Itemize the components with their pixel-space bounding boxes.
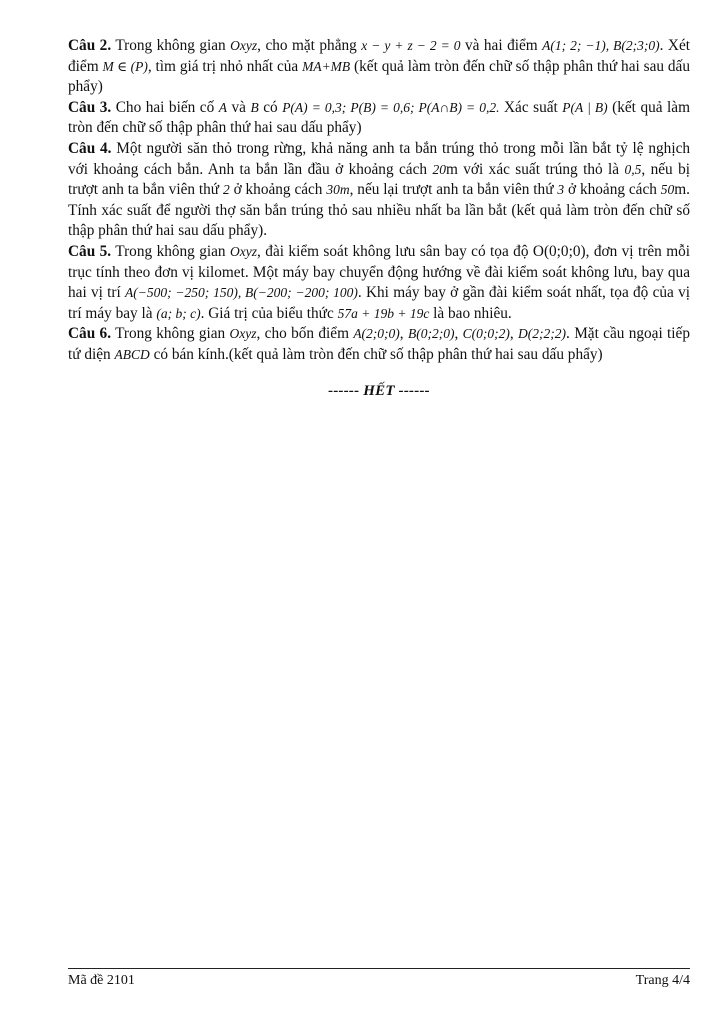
question-text: Xác suất [499,98,563,116]
question-list [68,36,690,366]
question-text: Cho hai biến cố [111,98,219,116]
math-expression: 30m [326,182,350,198]
math-expression: A(−500; −250; 150), B(−200; −200; 100) [125,285,358,301]
question-number: Câu 5. [68,242,112,260]
question-2 [68,36,690,98]
question-text: , [399,325,408,343]
question-6 [68,324,690,365]
question-4 [68,139,690,242]
question-text: ở khoảng cách [564,181,661,199]
question-text: Trong không gian [111,325,230,343]
question-text: . Khi máy bay ở gần đài kiểm soát nhất, tọa độ của vị trí máy bay là [68,284,690,322]
math-expression: 3 [557,182,565,198]
question-text: và hai điểm [460,37,543,54]
question-text: . Giá trị của biểu thức [200,304,338,322]
question-text: . Xét điểm [68,37,690,75]
math-expression: A(2;0;0) [353,326,400,342]
question-number: Câu 6. [68,325,112,343]
math-expression: x − y + z − 2 = 0 [361,38,461,53]
end-marker: ------ HẾT ------ [328,382,430,399]
page-number: Trang 4/4 [635,973,690,988]
question-text: , tìm giá trị nhỏ nhất của [147,57,303,75]
math-expression: P(A) = 0,3; P(B) = 0,6; P(A∩B) = 0,2. [282,99,500,115]
question-number: Câu 3. [68,98,112,116]
math-expression: Oxyz [229,326,257,342]
question-3 [68,98,690,139]
math-expression: ABCD [114,346,150,362]
question-text: có [258,98,283,116]
math-expression: Oxyz [230,243,258,259]
question-text: và [227,98,251,116]
math-expression: M ∈ (P) [102,58,148,74]
question-text: , nếu lại trượt anh ta bắn viên thứ [349,181,558,199]
question-text: , [454,325,463,343]
math-expression: 57a + 19b + 19c [337,305,430,321]
question-5 [68,242,690,324]
question-text: , [509,325,519,343]
math-expression: MA+MB [302,58,351,74]
question-text: Một người săn thỏ trong rừng, khả năng anh ta bắn trúng thỏ trong mỗi lần bắt tỷ lệ nghịch với khoảng cách bắn. Anh ta bắn lần đầu ở khoảng cách [68,139,691,178]
page-footer [68,968,690,989]
question-text: Trong không gian [111,242,231,260]
math-expression: 50 [660,182,675,198]
question-text: m. Tính xác suất để người thợ săn bắn trúng thỏ sau nhiều nhất ba lần bắt (kết quả làm tròn đến chữ số thập phân thứ hai sau dấu phẩy). [68,181,690,240]
math-expression: 0,5 [624,161,642,177]
question-text: ở khoảng cách [229,181,327,199]
question-number: Câu 4. [68,139,112,157]
math-expression: A(1; 2; −1), B(2;3;0) [542,38,660,53]
question-text: là bao nhiêu. [429,304,512,322]
math-expression: 20 [432,161,446,177]
math-expression: A [218,99,227,115]
math-expression: B [250,99,259,115]
exam-code: Mã đề 2101 [68,973,135,988]
question-text: , cho mặt phẳng [257,37,362,54]
question-text: (kết quả làm tròn đến chữ số thập phân thứ hai sau dấu phẩy) [68,98,690,137]
question-text: . Mặt cầu ngoại tiếp tứ diện [68,325,690,363]
math-expression: (a; b; c) [156,305,201,321]
question-text: , cho bốn điểm [256,325,354,343]
question-text: (kết quả làm tròn đến chữ số thập phân thứ hai sau dấu phẩy) [68,57,690,96]
question-number: Câu 2. [68,37,112,54]
math-expression: B(0;2;0) [407,326,455,342]
math-expression: Oxyz [230,38,258,53]
question-text: Trong không gian [111,37,231,54]
math-expression: D(2;2;2) [518,326,567,342]
question-text: , đài kiểm soát không lưu sân bay có tọa độ O(0;0;0), đơn vị trên mỗi trục tính theo đơn vị kilomet. Một máy bay chuyển động hướng về đài kiểm soát không lưu, bay qua hai vị trí [68,242,691,302]
math-expression: C(0;0;2) [462,326,510,342]
exam-content [68,36,690,401]
question-text: có bán kính.(kết quả làm tròn đến chữ số thập phân thứ hai sau dấu phẩy) [149,345,603,363]
question-text: , nếu bị trượt anh ta bắn viên thứ [68,160,690,199]
math-expression: P(A | B) [562,99,608,115]
question-text: m với xác suất trúng thỏ là [445,160,625,178]
math-expression: 2 [222,182,230,198]
